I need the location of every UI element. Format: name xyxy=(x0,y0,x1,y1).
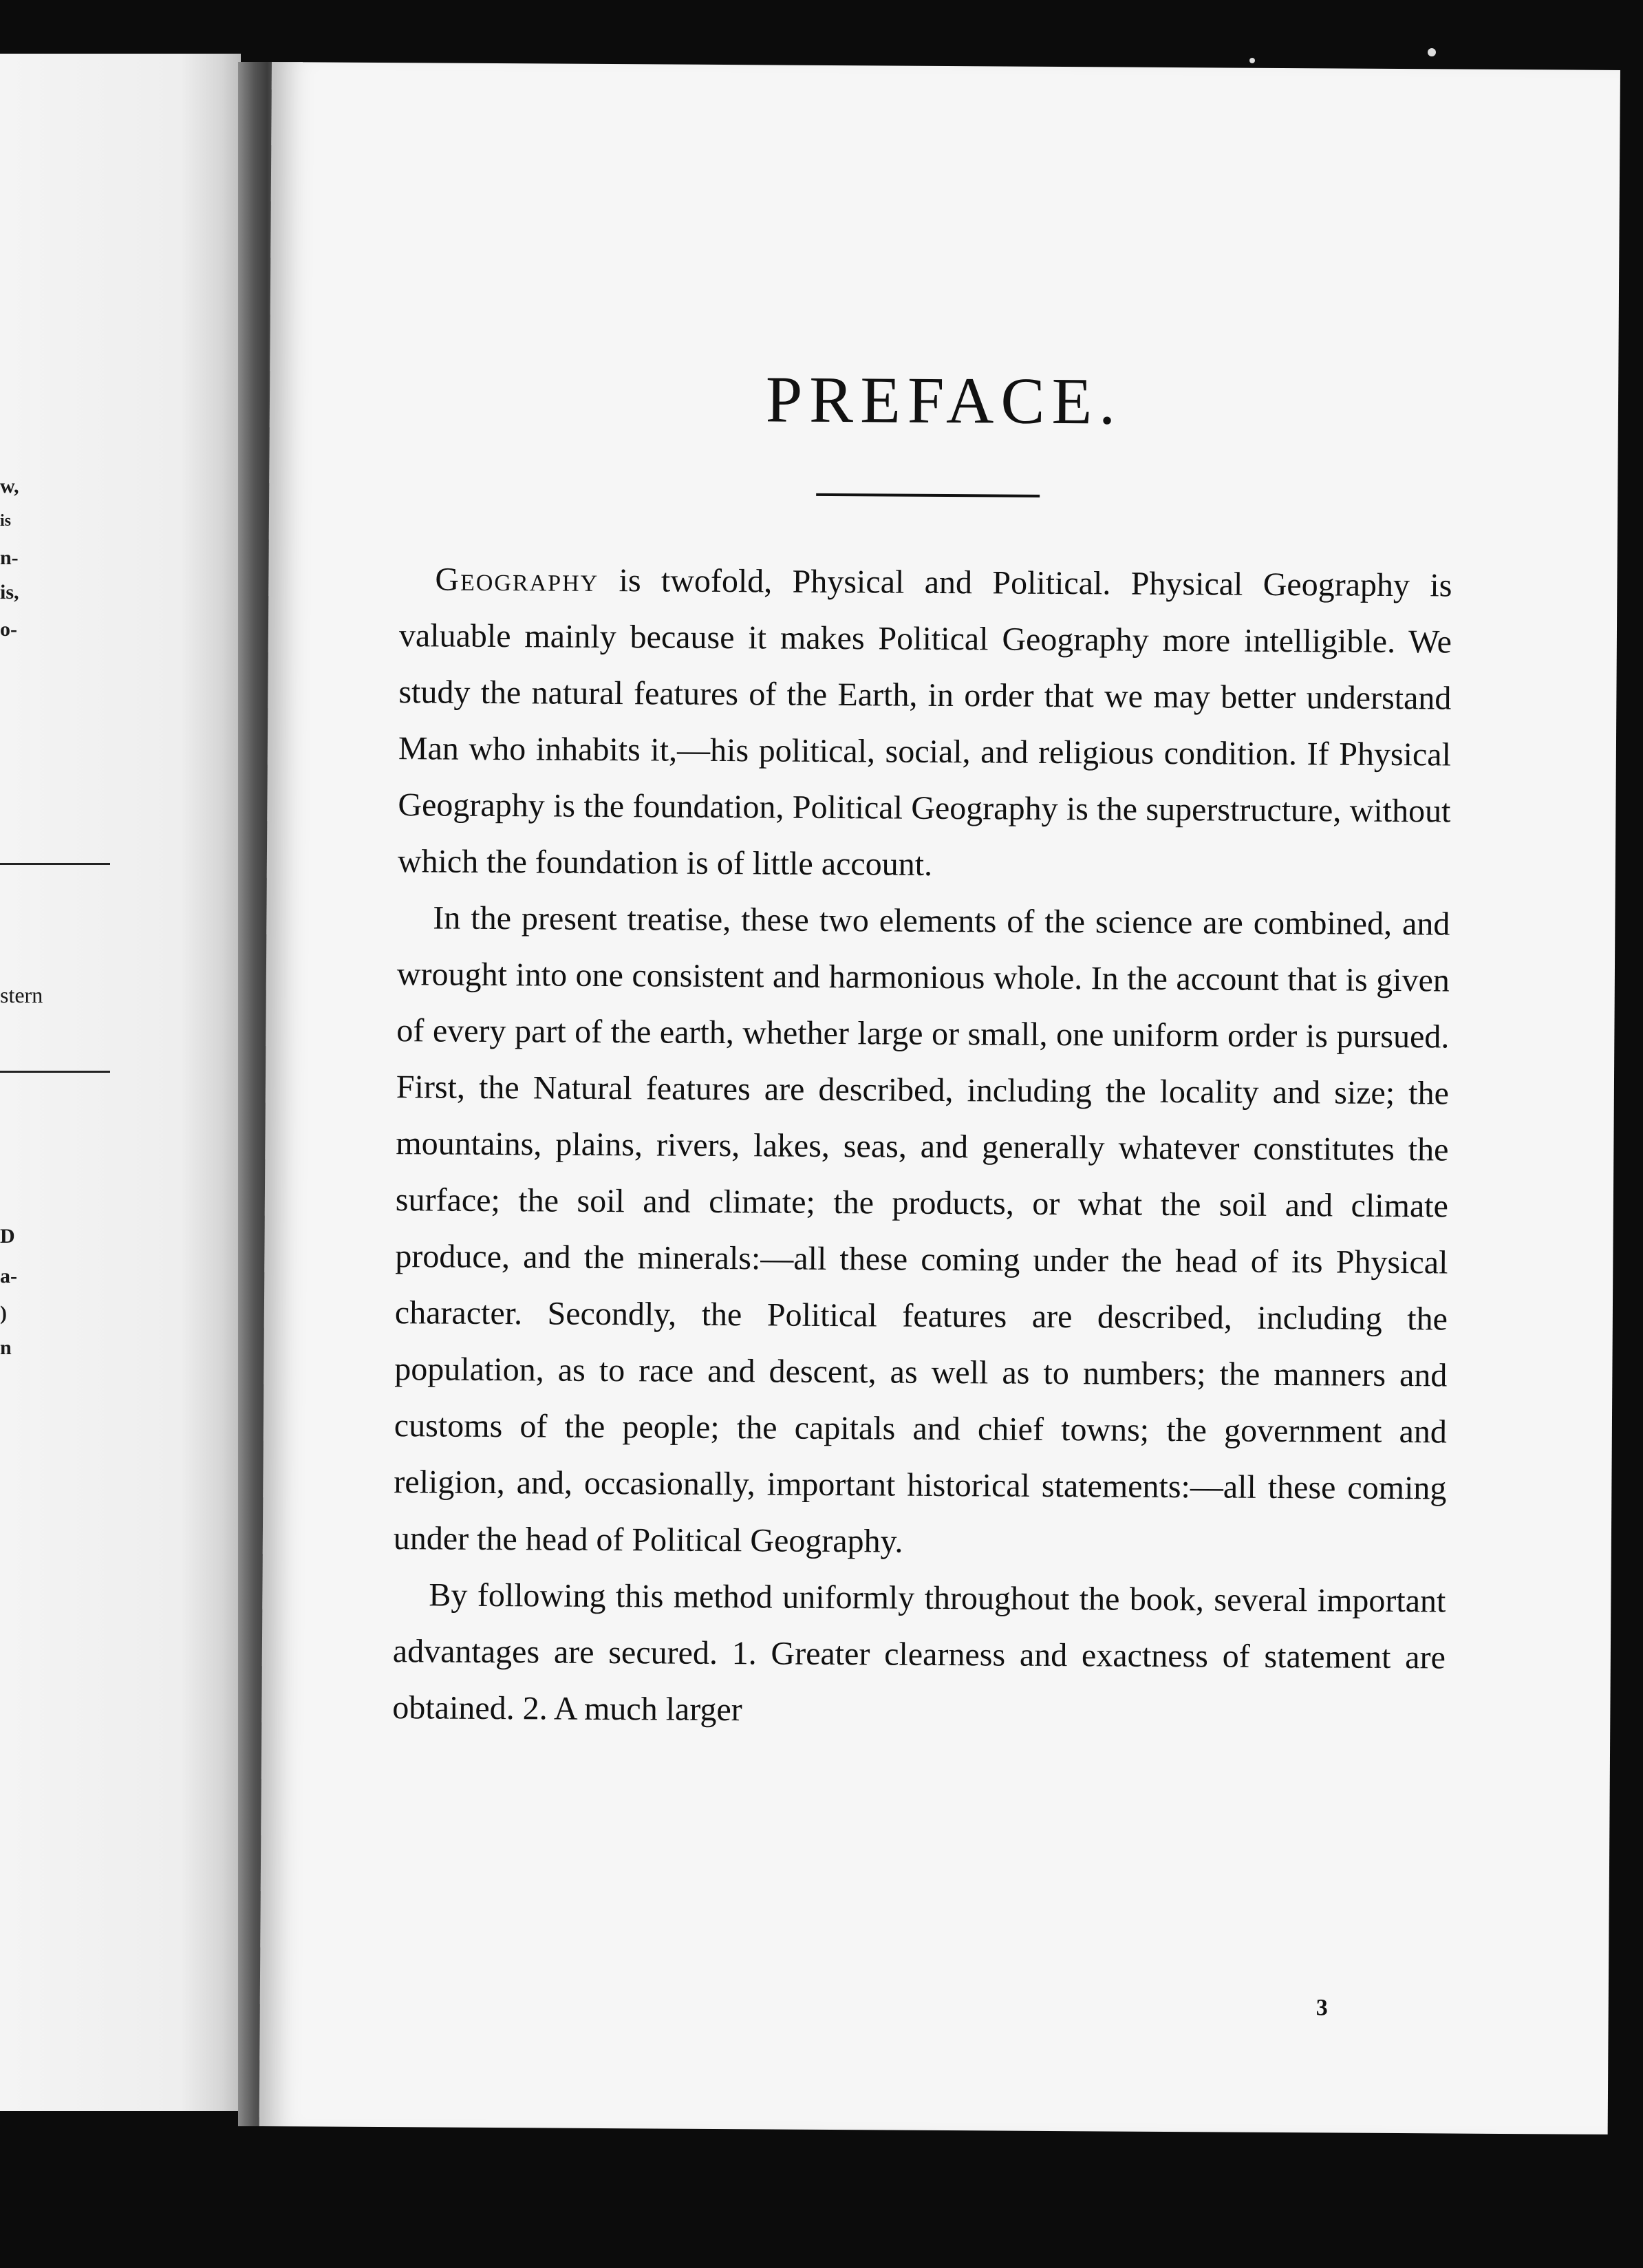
facing-page-fragment: D xyxy=(0,1225,15,1248)
paragraph: By following this method uniformly throughout the book, several important advantages are secured. 1. Greater clearness and exactness of statement are obtained. 2. A much larger xyxy=(392,1576,1446,1729)
facing-page-fragment: a- xyxy=(0,1265,17,1287)
facing-page-fragment: w, xyxy=(0,475,19,498)
facing-page-fragment: o- xyxy=(0,618,17,641)
scan-speck xyxy=(1428,48,1436,56)
title-rule xyxy=(816,493,1040,498)
preface-body xyxy=(392,551,1452,1742)
facing-page-fragment: n- xyxy=(0,546,19,569)
scan-speck xyxy=(1249,58,1255,63)
preface-page xyxy=(259,62,1620,2135)
paragraph: In the present treatise, these two elements of the science are combined, and wrought into one consistent and harmonious whole. In the account that is given of every part of the earth, whether large or small, one uniform order is pursued. First, the Natural features are described, including the locality and size; the mountains, plains, rivers, lakes, seas, and generally whatever constitutes the surface; the soil and climate; the products, or what the soil and climate produce, and the minerals:—all these coming under the head of its Physical character. Secondly, the Political features are described, including the population, as to race and descent, as well as to numbers; the manners and customs of the people; the capitals and chief towns; the government and religion, and, occasionally, important historical statements:—all these coming under the head of Political Geography. xyxy=(393,899,1450,1560)
facing-page xyxy=(0,54,241,2111)
paragraph-lead-word: Geography xyxy=(435,561,599,599)
facing-page-fragment: stern xyxy=(0,983,43,1007)
facing-page-fragment: is, xyxy=(0,581,19,603)
facing-page-fragment: is xyxy=(0,512,12,530)
facing-page-rule xyxy=(0,1071,110,1073)
facing-page-fragment: ) xyxy=(0,1302,7,1325)
page-number: 3 xyxy=(1316,1995,1328,2021)
page-title: PREFACE. xyxy=(765,362,1123,438)
paragraph-text: is twofold, Physical and Political. Physical Geography is valuable mainly because it makes Political Geography more intelligible. We study the natural features of the Earth, in order that we may better understand Man who inhabits it,—his political, social, and religious condition. If Physical Geography is the foundation, Political Geography is the superstructure, without which the foundation is of little account. xyxy=(397,561,1452,883)
facing-page-fragment: n xyxy=(0,1336,12,1359)
paragraph xyxy=(398,551,1452,896)
facing-page-rule xyxy=(0,863,110,865)
